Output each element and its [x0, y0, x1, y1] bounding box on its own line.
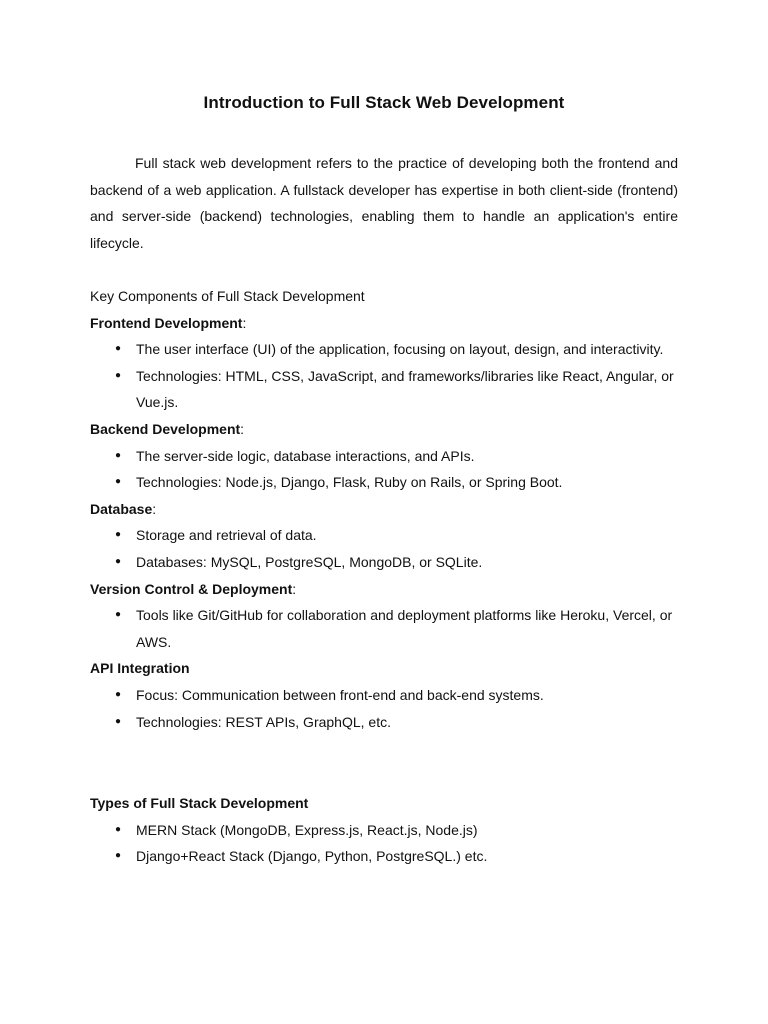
bullet-icon: ●	[115, 609, 122, 621]
bullet-icon: ●	[115, 688, 122, 700]
bullet-icon: ●	[115, 343, 122, 355]
list-item	[90, 817, 690, 844]
bullet-list-types	[90, 817, 690, 870]
list-item-text: Focus: Communication between front-end and back-end systems.	[136, 686, 544, 703]
list-item	[90, 469, 690, 496]
list-item	[90, 336, 690, 363]
bullet-icon: ●	[115, 449, 122, 461]
list-item	[90, 682, 690, 709]
list-item	[90, 549, 690, 576]
list-item	[90, 522, 690, 549]
page-title: Introduction to Full Stack Web Development	[203, 93, 565, 112]
bullet-icon: ●	[115, 823, 122, 835]
section-heading-database	[90, 496, 690, 523]
key-components-block	[90, 283, 690, 735]
list-item-text: Technologies: HTML, CSS, JavaScript, and frameworks/libraries like React, Angular, or Vue.js.	[136, 367, 674, 411]
list-item-text: Databases: MySQL, PostgreSQL, MongoDB, or SQLite.	[136, 553, 483, 570]
section-heading-text: Database	[90, 500, 153, 517]
key-components-heading: Key Components of Full Stack Development	[90, 288, 365, 304]
list-item-text: MERN Stack (MongoDB, Express.js, React.js, Node.js)	[136, 821, 478, 838]
types-block	[90, 790, 690, 870]
bullet-list-version-control	[90, 602, 690, 655]
list-item	[90, 363, 690, 416]
list-item-text: Django+React Stack (Django, Python, PostgreSQL.) etc.	[136, 848, 488, 865]
bullet-icon: ●	[115, 715, 122, 727]
bullet-list-frontend	[90, 336, 690, 416]
list-item-text: Tools like Git/GitHub for collaboration and deployment platforms like Heroku, Vercel, or AWS.	[136, 607, 673, 650]
list-item-text: Storage and retrieval of data.	[136, 527, 317, 544]
bullet-icon: ●	[115, 850, 122, 862]
section-heading-text: Types of Full Stack Development	[90, 795, 309, 811]
types-heading	[90, 790, 690, 817]
bullet-icon: ●	[115, 529, 122, 541]
list-item	[90, 443, 690, 470]
section-heading-suffix: :	[292, 580, 297, 597]
list-item	[90, 843, 690, 870]
bullet-list-backend	[90, 443, 690, 496]
list-item-text: Technologies: Node.js, Django, Flask, Ruby on Rails, or Spring Boot.	[136, 474, 563, 491]
list-item-text: The user interface (UI) of the application, focusing on layout, design, and interactivity.	[136, 341, 664, 358]
section-heading-suffix: :	[242, 314, 247, 331]
section-heading-api-integration	[90, 655, 690, 682]
list-item	[90, 602, 690, 655]
intro-paragraph: Full stack web development refers to the practice of developing both the frontend and backend of a web application. A fullstack developer has expertise in both client-side (frontend) and server-side (backend) technologies, enabling them to handle an application's entire lifecycle.	[90, 155, 678, 251]
section-heading-text: API Integration	[90, 660, 190, 677]
list-item-text: The server-side logic, database interactions, and APIs.	[136, 447, 475, 464]
section-heading-suffix: :	[240, 420, 245, 437]
section-heading-frontend	[90, 310, 690, 337]
list-item-text: Technologies: REST APIs, GraphQL, etc.	[136, 713, 391, 730]
bullet-icon: ●	[115, 555, 122, 567]
bullet-list-api-integration	[90, 682, 690, 735]
section-heading-suffix: :	[152, 500, 157, 517]
section-heading-text: Backend Development	[90, 420, 241, 437]
section-heading-version-control	[90, 576, 690, 603]
section-heading-text: Frontend Development	[90, 314, 243, 331]
list-item	[90, 709, 690, 736]
bullet-list-database	[90, 522, 690, 575]
section-heading-text: Version Control & Deployment	[90, 580, 293, 597]
section-heading-backend	[90, 416, 690, 443]
bullet-icon: ●	[115, 476, 122, 488]
bullet-icon: ●	[115, 369, 122, 381]
